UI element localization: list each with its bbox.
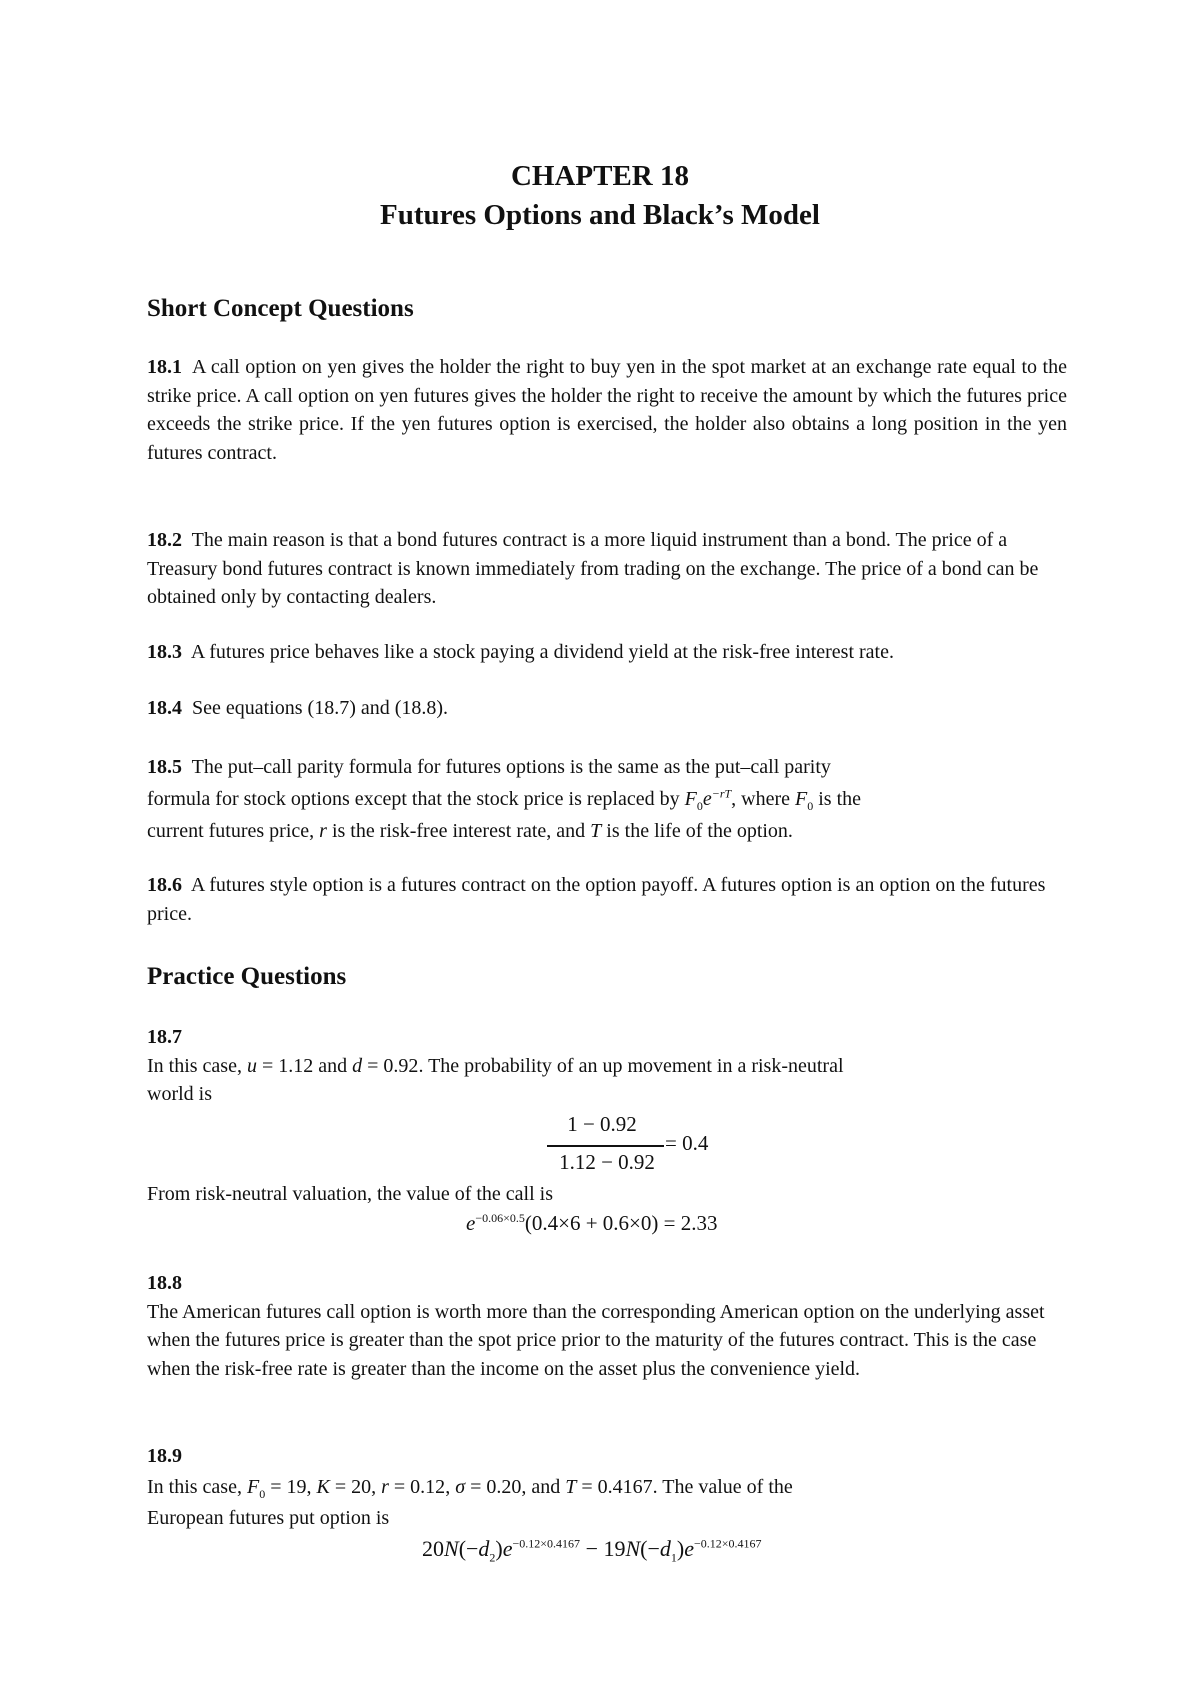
formula-f0 <box>795 788 814 813</box>
math-subscript: 1 <box>670 1550 677 1565</box>
answer-18-4 <box>147 694 1067 723</box>
chapter-title: Futures Options and Black’s Model <box>380 199 820 231</box>
math-symbol: r <box>381 1476 389 1498</box>
section-heading-short-concept: Short Concept Questions <box>147 295 414 322</box>
answer-text: A call option on yen gives the holder the right to buy yen in the spot market at an exchange rate equal to the strike price. A call option on yen futures gives the holder the right to receive the amount by which the futures price exceeds the strike price. If the yen futures option is exercised, the holder also obtains a long position in the yen futures contract. <box>147 356 1067 464</box>
answer-18-6 <box>147 871 1067 928</box>
math-symbol: e <box>684 1536 694 1561</box>
fraction-bar <box>547 1145 664 1147</box>
math-value: = 0.92 <box>362 1054 419 1077</box>
answer-line <box>147 815 1067 847</box>
math-subscript: 0 <box>807 799 814 813</box>
math-symbol: e <box>502 1536 513 1561</box>
answer-18-9 <box>147 1441 1067 1534</box>
math-symbol: T <box>590 820 602 842</box>
answer-line <box>147 751 1067 783</box>
answer-text: A futures price behaves like a stock paying a dividend yield at the risk-free interest rate. <box>190 641 894 663</box>
math-symbol: d <box>478 1536 490 1561</box>
math-punct: (− <box>640 1536 660 1561</box>
answer-text: is the risk-free interest rate, and <box>331 820 586 842</box>
question-number: 18.4 <box>147 697 182 719</box>
fraction-numerator: 1 − 0.92 <box>567 1112 637 1136</box>
answer-text: . The value of the <box>652 1476 793 1498</box>
math-exponent: −0.12×0.4167 <box>512 1536 581 1551</box>
math-value: 20 <box>422 1536 444 1561</box>
question-number: 18.2 <box>147 529 182 551</box>
chapter-number: CHAPTER 18 <box>510 160 690 192</box>
math-expression: (0.4×6 + 0.6×0) = 2.33 <box>524 1211 718 1235</box>
math-symbol: u <box>246 1054 257 1077</box>
math-value: − 19 <box>580 1536 626 1561</box>
math-symbol: d <box>659 1536 671 1561</box>
put-value-equation <box>422 1536 762 1565</box>
answer-18-8 <box>147 1269 1067 1383</box>
answer-text: , and <box>521 1476 561 1498</box>
answer-text: A futures style option is a futures contract on the option payoff. A futures option is an option on the futures price. <box>147 874 1046 925</box>
math-value: = 1.12 <box>256 1054 314 1077</box>
section-heading-practice: Practice Questions <box>147 963 347 990</box>
math-value: = 20 <box>329 1476 372 1498</box>
answer-18-1 <box>147 353 1067 467</box>
answer-text: In this case, <box>147 1476 242 1498</box>
answer-text: The put–call parity formula for futures options is the same as the put–call parity <box>191 756 831 778</box>
answer-text: is the life of the option. <box>606 820 793 842</box>
answer-18-7-continued: From risk-neutral valuation, the value of the call is <box>147 1183 553 1205</box>
math-symbol: σ <box>455 1476 466 1498</box>
math-symbol: F <box>246 1476 260 1498</box>
math-subscript: 0 <box>696 799 703 813</box>
answer-line: In this case, $F_0 = 19$, K = 20, r = 0.12, σ = 0.20, and T = 0.4167. The value of the <box>147 1476 793 1501</box>
answer-text: formula for stock options except that the stock price is replaced by <box>147 788 680 810</box>
math-symbol: N <box>625 1536 641 1561</box>
answer-text: See equations (18.7) and (18.8). <box>192 697 449 719</box>
math-value: = 19 <box>265 1476 307 1498</box>
question-number: 18.8 <box>147 1272 182 1294</box>
question-number: 18.7 <box>147 1026 182 1048</box>
answer-line: European futures put option is <box>147 1507 390 1529</box>
call-value-equation <box>466 1211 717 1236</box>
question-number: 18.9 <box>147 1445 182 1467</box>
formula-f0-e-rt <box>684 786 732 813</box>
question-number: 18.3 <box>147 641 182 663</box>
question-number: 18.6 <box>147 874 182 896</box>
math-value: = 0.20 <box>465 1476 522 1498</box>
answer-text: , where <box>731 788 791 810</box>
math-symbol: d <box>352 1054 363 1077</box>
answer-18-7 <box>147 1023 1067 1109</box>
math-symbol: F <box>795 788 808 810</box>
answer-text: The American futures call option is worth more than the corresponding American option on the underlying asset when the futures price is greater than the spot price prior to the maturity of the futures contract. This is the case when the risk-free rate is greater than the income on the asset plus the convenience yield. <box>147 1300 1045 1380</box>
math-subscript: 0 <box>259 1487 266 1501</box>
math-symbol: e <box>466 1211 476 1235</box>
fraction-denominator: 1.12 − 0.92 <box>559 1150 655 1174</box>
answer-line: world is <box>147 1083 212 1105</box>
math-symbol: e <box>702 788 712 810</box>
answer-text: . The probability of an up movement in a risk-neutral <box>418 1054 844 1077</box>
math-value: = 0.4167 <box>576 1476 653 1498</box>
math-symbol: F <box>684 788 697 810</box>
math-punct: (− <box>458 1536 479 1561</box>
math-exponent: −0.12×0.4167 <box>694 1536 762 1551</box>
math-exponent: −rT <box>711 786 732 801</box>
answer-line <box>147 783 1067 815</box>
answer-18-5 <box>147 751 1067 847</box>
math-value: = 0.12 <box>388 1476 446 1498</box>
question-number: 18.5 <box>147 756 182 778</box>
fraction-result: = 0.4 <box>665 1131 709 1155</box>
math-subscript: 2 <box>489 1550 496 1565</box>
math-symbol: r <box>319 820 327 842</box>
answer-text: and <box>318 1054 348 1077</box>
answer-18-3 <box>147 638 1067 667</box>
math-punct: ) <box>676 1536 685 1561</box>
answer-line <box>147 1052 1067 1081</box>
answer-text: current futures price, <box>147 820 315 842</box>
math-exponent: −0.06×0.5 <box>475 1211 525 1225</box>
answer-18-2 <box>147 526 1067 612</box>
question-number: 18.1 <box>147 356 182 378</box>
answer-text: In this case, <box>147 1054 242 1077</box>
answer-text: The main reason is that a bond futures contract is a more liquid instrument than a bond. The price of a Treasury bond futures contract is known immediately from trading on the exchange. The price of a bond can be obtained only by contacting dealers. <box>147 529 1039 608</box>
answer-text: is the <box>818 788 862 810</box>
math-punct: ) <box>495 1536 503 1561</box>
math-symbol: N <box>444 1536 459 1561</box>
math-symbol: K <box>316 1476 330 1498</box>
math-symbol: T <box>565 1476 577 1498</box>
